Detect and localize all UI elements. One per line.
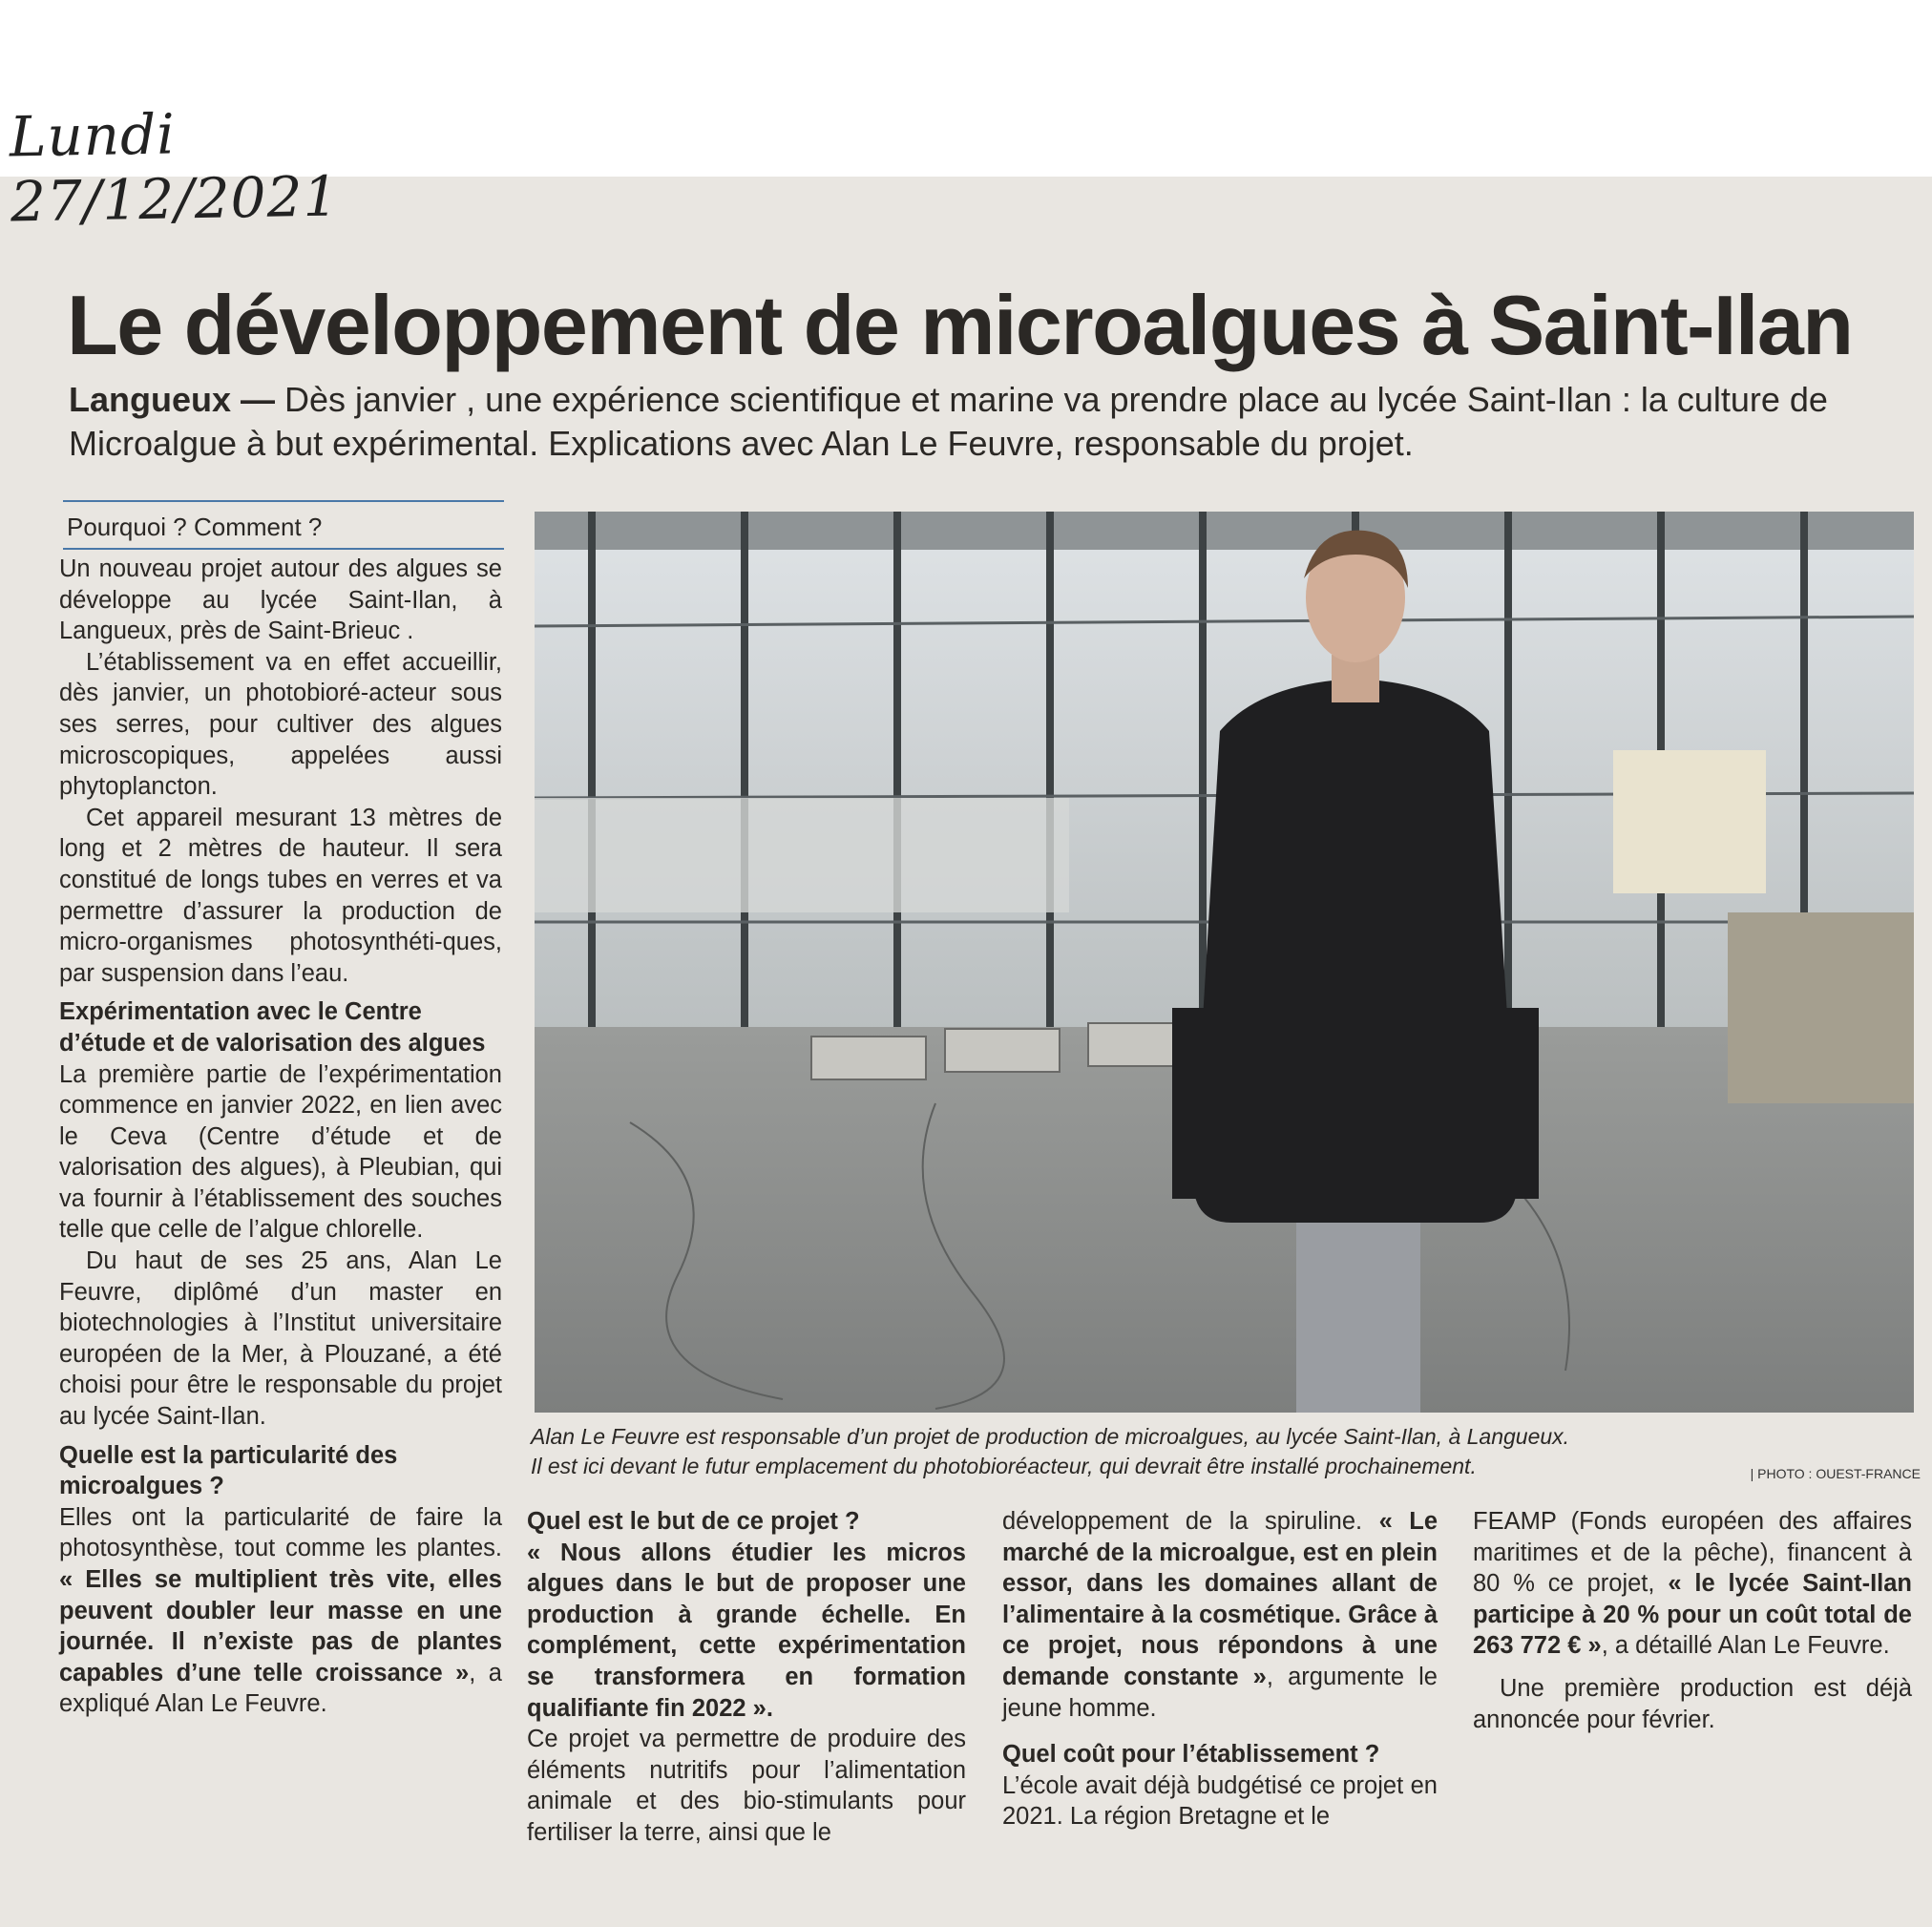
article-photo [535, 512, 1914, 1413]
caption-line: Alan Le Feuvre est responsable d’un projet de production de microalgues, au lycée Saint-Ilan, à Langueux. [531, 1424, 1570, 1449]
subheading: Quel est le but de ce projet ? [527, 1508, 860, 1535]
lead-text: Dès janvier , une expérience scientifique et marine va prendre place au lycée Saint-Ilan : la culture de Microalgue à but expérimental. Explications avec Alan Le Feuvre, responsable du projet. [69, 380, 1828, 463]
text-column-3 [1002, 1506, 1438, 1833]
photo-caption [531, 1422, 1724, 1481]
text-run: FEAMP (Fonds européen des affaires maritimes et de la pêche), financent à 80 % ce projet, [1473, 1508, 1912, 1598]
text-column-2 [527, 1506, 966, 1849]
lead-place: Langueux — [69, 380, 276, 419]
photo-credit: | PHOTO : OUEST-FRANCE [1750, 1466, 1921, 1481]
paragraph: Une première production est déjà annoncée pour février. [1473, 1674, 1912, 1733]
paragraph [1002, 1506, 1438, 1724]
text-column-4 [1473, 1506, 1912, 1735]
caption-line: Il est ici devant le futur emplacement du photobioréacteur, qui devrait être installé prochainement. [531, 1454, 1477, 1478]
paragraph: Ce projet va permettre de produire des éléments nutritifs pour l’alimentation animale et des bio-stimulants pour fertiliser la terre, ainsi que le [527, 1726, 966, 1846]
paragraph: L’établissement va en effet accueillir, dès janvier, un photobioré-acteur sous ses serres, pour cultiver des algues microscopiques, appelées aussi phytoplancton. [59, 648, 502, 801]
paragraph [59, 1502, 502, 1720]
paragraph: Un nouveau projet autour des algues se développe au lycée Saint-Ilan, à Langueux, près de Saint-Brieuc . [59, 555, 502, 645]
text-run: Elles ont la particularité de faire la photosynthèse, tout comme les plantes. [59, 1503, 502, 1562]
quote: « Elles se multiplient très vite, elles peuvent doubler leur masse en une journée. Il n’existe pas de plantes capables d’une telle croissance » [59, 1566, 502, 1686]
text-run: , a expliqué Alan Le Feuvre. [59, 1659, 502, 1718]
article-lead [69, 378, 1863, 466]
paragraph: L’école avait déjà budgétisé ce projet en 2021. La région Bretagne et le [1002, 1771, 1438, 1831]
subheading: Quelle est la particularité des microalgues ? [59, 1441, 398, 1500]
quote: « Nous allons étudier les micros algues dans le but de proposer une production à grande échelle. En complément, cette expérimentation se transformera en formation qualifiante fin 2022 ». [527, 1539, 966, 1722]
article-headline: Le développement de microalgues à Saint-Ilan [67, 278, 1853, 372]
handwritten-date: Lundi 27/12/2021 [9, 101, 340, 235]
text-run: , a détaillé Alan Le Feuvre. [1601, 1632, 1890, 1660]
text-run: , argumente le jeune homme. [1002, 1663, 1438, 1722]
paragraph: Cet appareil mesurant 13 mètres de long et 2 mètres de hauteur. Il sera constitué de longs tubes en verres et va permettre d’assurer la production de micro-organismes photosynthéti-ques, par suspension dans l’eau. [59, 804, 502, 987]
section-heading: Pourquoi ? Comment ? [63, 500, 504, 550]
quote: « le lycée Saint-Ilan participe à 20 % pour un coût total de 263 772 € » [1473, 1570, 1912, 1660]
text-run: développement de la spiruline. [1002, 1508, 1379, 1535]
paragraph: La première partie de l’expérimentation commence en janvier 2022, en lien avec le Ceva (Centre d’étude et de valorisation des algues), à Pleubian, qui va fournir à l’établissement des souches telle que celle de l’algue chlorelle. [59, 1060, 502, 1244]
paragraph [1473, 1506, 1912, 1662]
greenhouse-photo-illustration [535, 512, 1914, 1413]
subheading: Quel coût pour l’établissement ? [1002, 1741, 1380, 1769]
text-column-1 [59, 554, 502, 1720]
paragraph: Du haut de ses 25 ans, Alan Le Feuvre, diplômé d’un master en biotechnologies à l’Institut universitaire européen de la Mer, à Plouzané, a été choisi pour être le responsable du projet au lycée Saint-Ilan. [59, 1247, 502, 1431]
subheading: Expérimentation avec le Centre d’étude et de valorisation des algues [59, 998, 486, 1057]
quote: « Le marché de la microalgue, est en plein essor, dans les domaines allant de l’alimentaire à la cosmétique. Grâce à ce projet, nous répondons à une demande constante » [1002, 1508, 1438, 1690]
